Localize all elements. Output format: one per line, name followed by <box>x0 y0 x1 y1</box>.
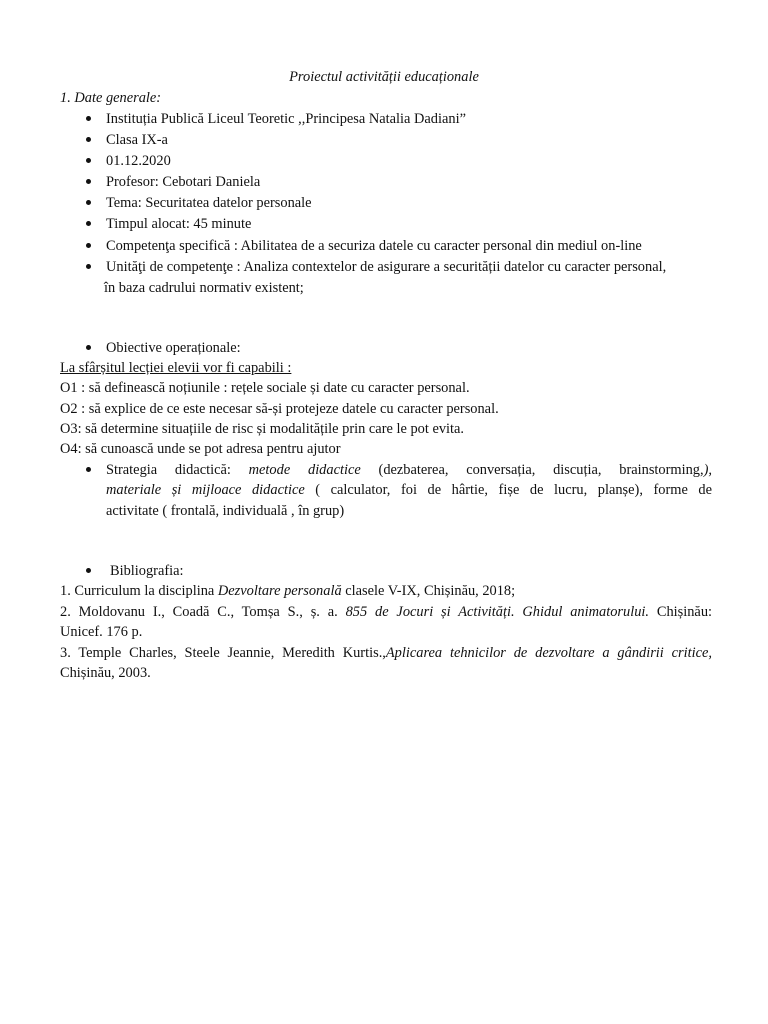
list-item-continuation: în baza cadrului normativ existent; <box>104 280 304 296</box>
bullet-dot <box>86 568 91 573</box>
strategy-methods: metode didactice <box>248 462 361 478</box>
bib-title: Dezvoltare personală <box>217 583 342 599</box>
bib-title: Aplicarea tehnicilor de dezvoltare a gândirii critice, <box>385 645 712 661</box>
bib-text: 1. Curriculum la disciplina <box>60 583 218 599</box>
list-item: Tema: Securitatea datelor personale <box>106 195 312 211</box>
strategy-methods-detail: (dezbaterea, conversația, discuția, brainstorming, <box>378 462 704 478</box>
bibliography-item <box>60 603 712 621</box>
bullet-dot <box>86 345 91 350</box>
list-item: Profesor: Cebotari Daniela <box>106 174 261 190</box>
strategy-line-1 <box>106 461 712 479</box>
bib-text: 2. Moldovanu I., Coadă C., Tomșa S., ș. a. <box>60 604 346 620</box>
list-item: Unităţi de competenţe : Analiza contextelor de asigurare a securității datelor cu caracter personal, <box>106 259 667 275</box>
objective-item: O3: să determine situațiile de risc și modalitățile prin care le pot evita. <box>60 421 465 437</box>
strategy-materials: materiale și mijloace didactice <box>106 482 305 498</box>
bullet-dot <box>86 467 91 472</box>
strategy-forms: activitate ( frontală, individuală , în grup) <box>106 503 345 519</box>
bullet-dot <box>86 200 91 205</box>
bullet-dot <box>86 243 91 248</box>
bullet-dot <box>86 221 91 226</box>
bibliography-heading: Bibliografia: <box>110 563 184 579</box>
list-item: Timpul alocat: 45 minute <box>106 216 252 232</box>
bibliography-item <box>60 644 712 662</box>
list-item: Clasa IX-a <box>106 132 168 148</box>
bullet-dot <box>86 116 91 121</box>
bibliography-item-continuation: Chișinău, 2003. <box>60 665 151 681</box>
objective-item: O1 : să definească noțiunile : rețele sociale și date cu caracter personal. <box>60 380 470 396</box>
strategy-line-2 <box>106 481 712 499</box>
bullet-dot <box>86 137 91 142</box>
objectives-intro: La sfârșitul lecției elevii vor fi capabili : <box>60 360 292 376</box>
objective-item: O4: să cunoască unde se pot adresa pentru ajutor <box>60 441 341 457</box>
bib-text: Chișinău: <box>649 604 713 620</box>
bullet-dot <box>86 264 91 269</box>
bib-text: clasele V-IX, Chișinău, 2018; <box>341 583 516 599</box>
strategy-materials-detail: ( calculator, foi de hârtie, fișe de lucru, planșe), forme de <box>315 482 712 498</box>
bullet-dot <box>86 158 91 163</box>
bib-text: 3. Temple Charles, Steele Jeannie, Meredith Kurtis., <box>60 645 386 661</box>
general-heading: 1. Date generale: <box>60 90 162 106</box>
list-item: 01.12.2020 <box>106 153 171 169</box>
bullet-dot <box>86 179 91 184</box>
strategy-label: Strategia didactică: <box>106 462 231 478</box>
strategy-close-paren: ), <box>703 462 712 478</box>
document-title: Proiectul activității educaționale <box>289 69 479 85</box>
bibliography-item <box>60 582 515 600</box>
bib-title: 855 de Jocuri și Activități. Ghidul animatorului. <box>345 604 649 620</box>
objective-item: O2 : să explice de ce este necesar să-și protejeze datele cu caracter personal. <box>60 401 499 417</box>
list-item: Instituția Publică Liceul Teoretic ,,Principesa Natalia Dadiani” <box>106 111 466 127</box>
list-item: Competenţa specifică : Abilitatea de a securiza datele cu caracter personal din mediul on-line <box>106 238 642 254</box>
objectives-bullet: Obiective operaționale: <box>106 340 241 356</box>
bibliography-item-continuation: Unicef. 176 p. <box>60 624 143 640</box>
